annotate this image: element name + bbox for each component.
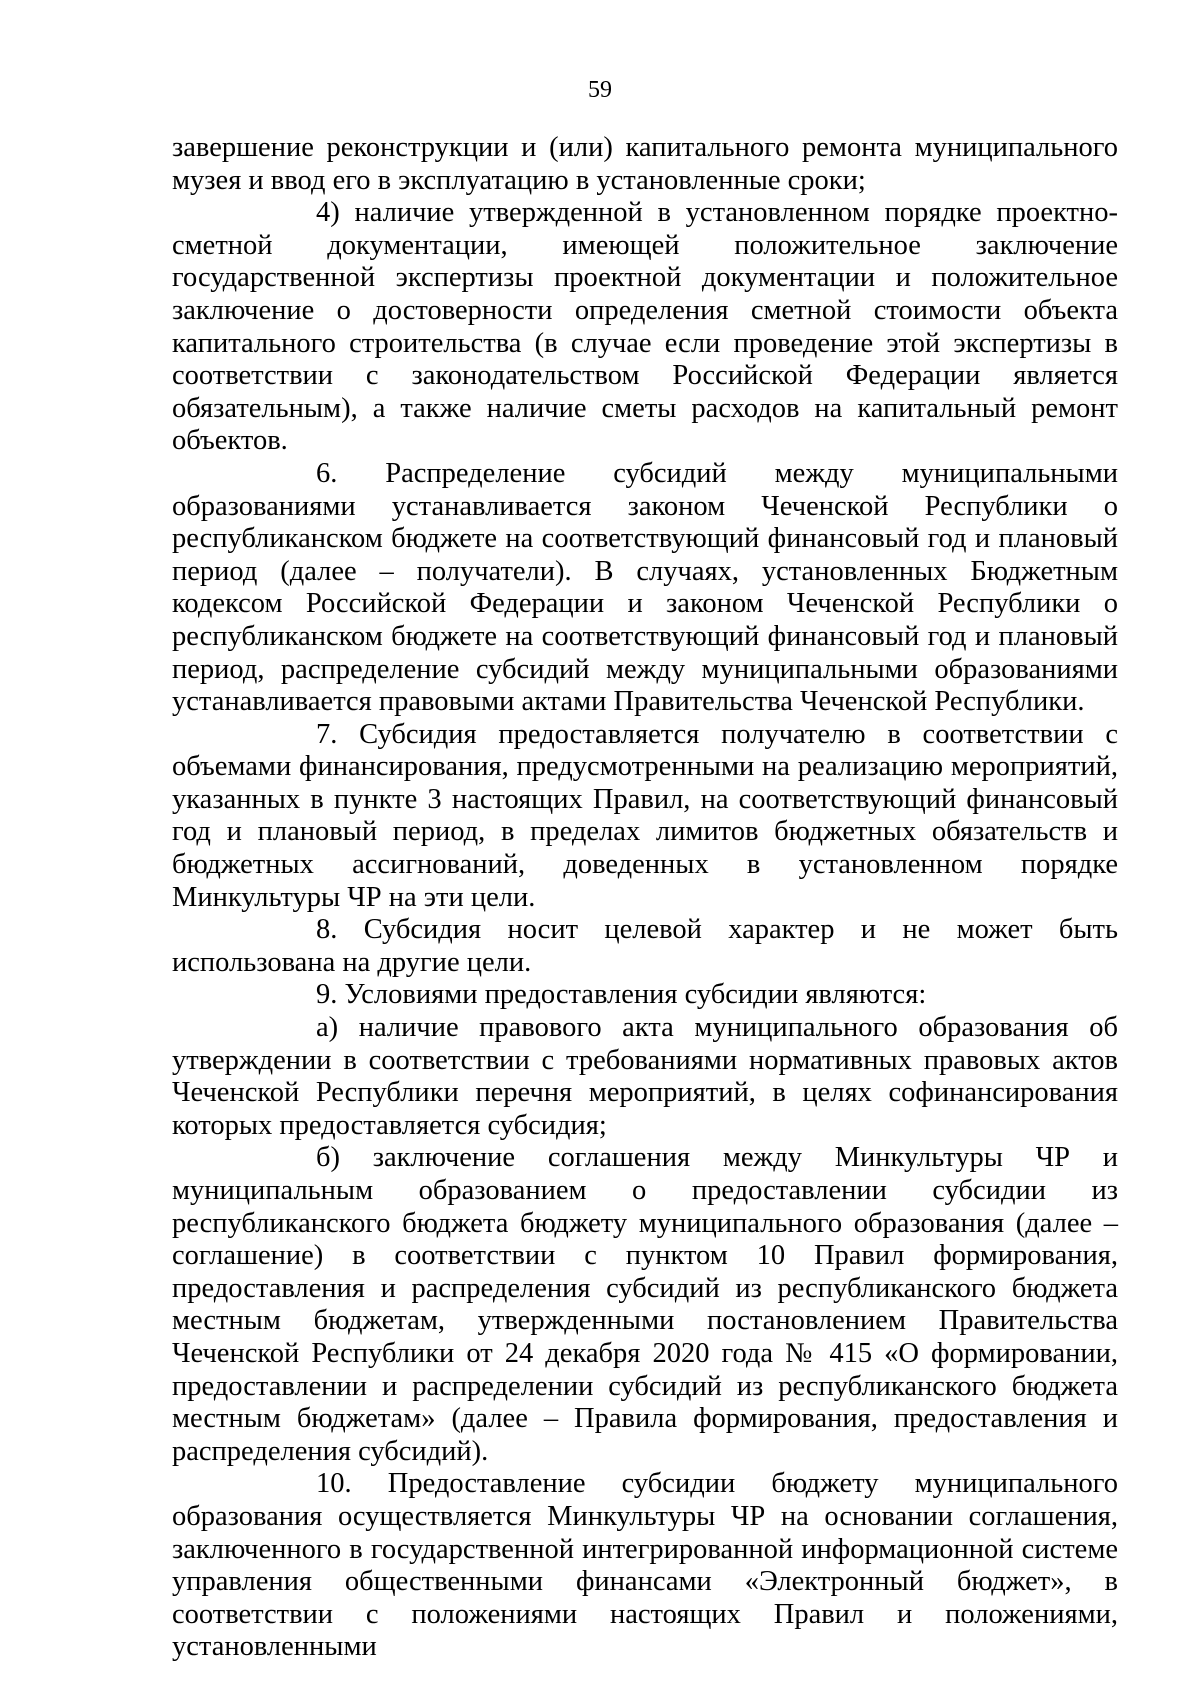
paragraph-item-10 xyxy=(172,1468,1118,1664)
paragraph-text: Распределение субсидий между муниципальными образованиями устанавливается законом Чеченской Республики о республиканском бюджете на соответствующий финансовый год и плановый период (далее – получатели). В случаях, установленных Бюджетным кодексом Российской Федерации и законом Чеченской Республики о республиканском бюджете на соответствующий финансовый год и плановый период, распределение субсидий между муниципальными образованиями устанавливается правовыми актами Правительства Чеченской Республики. xyxy=(172,457,1118,718)
paragraph-item-7 xyxy=(172,719,1118,915)
item-marker: 4) xyxy=(316,197,340,229)
paragraph-text: Условиями предоставления субсидии являются: xyxy=(344,979,927,1011)
item-marker: 6. xyxy=(316,457,338,489)
paragraph-subitem-b xyxy=(172,1142,1118,1468)
paragraph-text: Субсидия предоставляется получателю в соответствии с объемами финансирования, предусмотренными на реализацию мероприятий, указанных в пункте 3 настоящих Правил, на соответствующий финансовый год и плановый период, в пределах лимитов бюджетных обязательств и бюджетных ассигнований, доведенных в установленном порядке Минкультуры ЧР на эти цели. xyxy=(172,718,1119,913)
paragraph-item-6 xyxy=(172,458,1118,719)
paragraph-continuation xyxy=(172,132,1118,197)
document-body xyxy=(172,132,1118,1664)
paragraph-text: наличие правового акта муниципального образования об утверждении в соответствии с требованиями нормативных правовых актов Чеченской Республики перечня мероприятий, в целях софинансирования которых предоставляется субсидия; xyxy=(172,1012,1118,1141)
paragraph-subitem-a xyxy=(172,1012,1118,1142)
item-marker: 10. xyxy=(316,1468,352,1500)
paragraph-text: заключение соглашения между Минкультуры ЧР и муниципальным образованием о предоставлении субсидии из республиканского бюджета бюджету муниципального образования (далее – соглашение) в соответствии с пунктом 10 Правил формирования, предоставления и распределения субсидий из республиканского бюджета местным бюджетам, утвержденными постановлением Правительства Чеченской Республики от 24 декабря 2020 года № 415 «О формировании, предоставлении и распределении субсидий из республиканского бюджета местным бюджетам» (далее – Правила формирования, предоставления и распределения субсидий). xyxy=(172,1142,1118,1467)
paragraph-text: Субсидия носит целевой характер и не может быть использована на другие цели. xyxy=(172,914,1119,978)
paragraph-text: наличие утвержденной в установленном порядке проектно-сметной документации, имеющей положительное заключение государственной экспертизы проектной документации и положительное заключение о достоверности определения сметной стоимости объекта капитального строительства (в случае если проведение этой экспертизы в соответствии с законодательством Российской Федерации является обязательным), а также наличие сметы расходов на капитальный ремонт объектов. xyxy=(172,197,1118,457)
paragraph-item-9 xyxy=(172,979,1118,1012)
item-marker: 9. xyxy=(316,979,338,1011)
item-marker: а) xyxy=(316,1012,339,1044)
item-marker: б) xyxy=(316,1142,340,1174)
page-number: 59 xyxy=(588,77,612,103)
item-marker: 8. xyxy=(316,914,338,946)
paragraph-text: завершение реконструкции и (или) капитального ремонта муниципального музея и ввод его в эксплуатацию в установленные сроки; xyxy=(172,132,1118,196)
item-marker: 7. xyxy=(316,718,338,750)
paragraph-text: Предоставление субсидии бюджету муниципального образования осуществляется Минкультуры ЧР на основании соглашения, заключенного в государственной интегрированной информационной системе управления общественными финансами «Электронный бюджет», в соответствии с положениями настоящих Правил и положениями, установленными xyxy=(172,1468,1118,1663)
paragraph-item-8 xyxy=(172,914,1118,979)
paragraph-item-4 xyxy=(172,197,1118,458)
